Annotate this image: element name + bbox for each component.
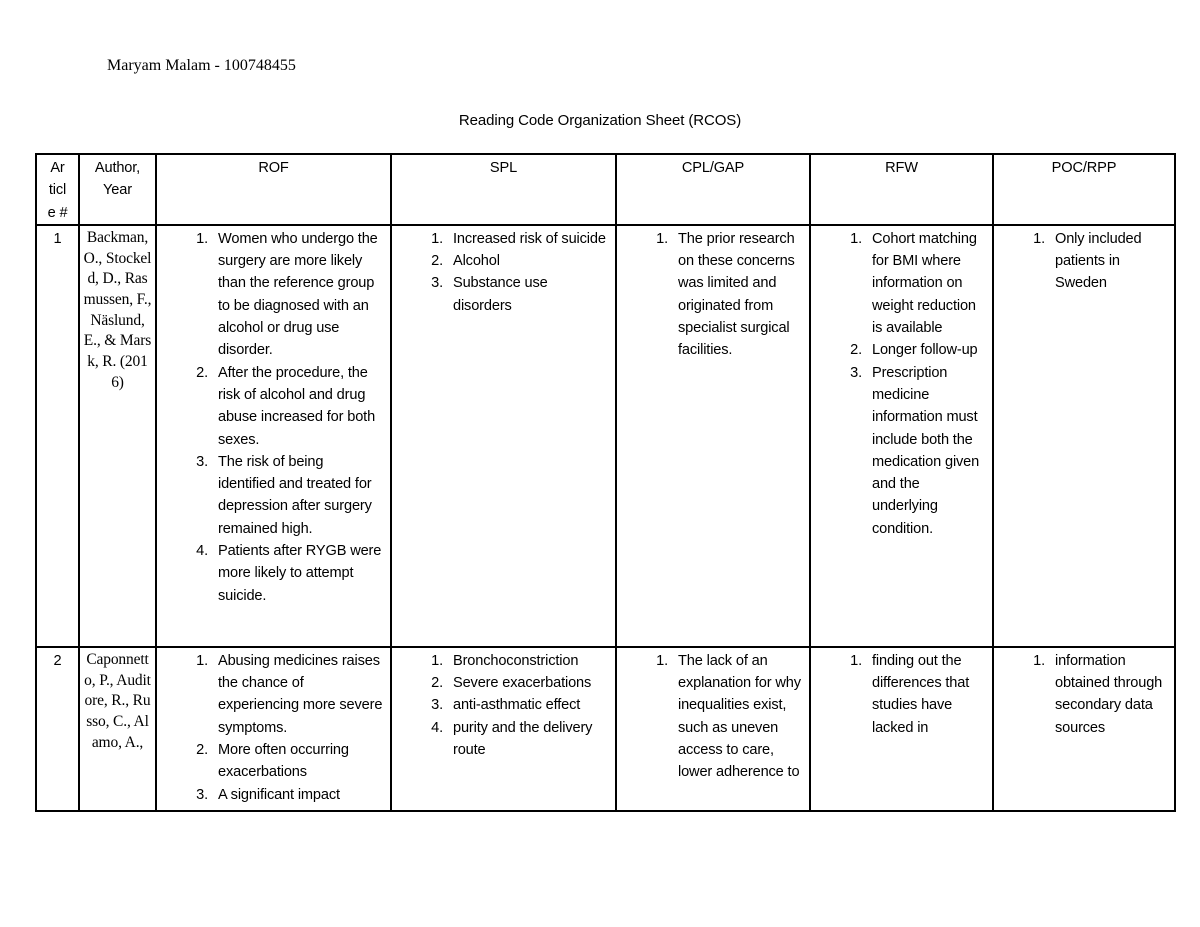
poc-rpp-cell	[993, 225, 1175, 647]
list-item: 3. Prescription medicine information must include both the medication given and the underlying condition.	[850, 364, 980, 537]
list-item: 1. Cohort matching for BMI where information on weight reduction is available	[850, 230, 977, 337]
header-poc-rpp: POC/RPP	[993, 154, 1175, 225]
list-item: 1. Bronchoconstriction	[431, 652, 579, 669]
table-row	[36, 225, 1175, 647]
list-item: 1. The prior research on these concerns was limited and originated from specialist surgical facilities.	[656, 230, 795, 359]
list-item: 1. Increased risk of suicide	[431, 230, 606, 247]
table-row	[36, 647, 1175, 811]
header-article: Ar ticl e #	[36, 154, 79, 225]
list-item: 2. Severe exacerbations	[431, 675, 592, 692]
header-rof: ROF	[156, 154, 391, 225]
rof-cell	[156, 647, 391, 811]
list-item: 1. finding out the differences that studies have lacked in	[850, 652, 970, 736]
header-cpl-gap: CPL/GAP	[616, 154, 810, 225]
cpl-gap-cell	[616, 647, 810, 811]
rfw-cell	[810, 647, 993, 811]
header-rfw: RFW	[810, 154, 993, 225]
list-item: 1. The lack of an explanation for why inequalities exist, such as uneven access to care, lower adherence to	[656, 652, 801, 781]
author-year-cell: Caponnetto, P., Auditore, R., Russo, C., Alamo, A.,	[79, 647, 156, 811]
list-item: 1. Only included patients in Sweden	[1033, 230, 1142, 292]
author-year-cell: Backman, O., Stockeld, D., Rasmussen, F., Näslund, E., & Marsk, R. (2016)	[79, 225, 156, 647]
list-item: 1. Women who undergo the surgery are more likely than the reference group to be diagnosed with an alcohol or drug use disorder.	[196, 230, 378, 359]
article-number: 1	[36, 225, 79, 647]
rfw-cell	[810, 225, 993, 647]
spl-cell	[391, 647, 616, 811]
cpl-gap-cell	[616, 225, 810, 647]
list-item: 3. anti-asthmatic effect	[431, 697, 581, 714]
rcos-table	[35, 153, 1176, 812]
list-item: 2. After the procedure, the risk of alcohol and drug abuse increased for both sexes.	[196, 364, 376, 448]
header-author-year: Author, Year	[79, 154, 156, 225]
list-item: 4. Patients after RYGB were more likely to attempt suicide.	[196, 543, 382, 604]
list-item: 1. Abusing medicines raises the chance of experiencing more severe symptoms.	[196, 652, 383, 736]
rof-cell	[156, 225, 391, 647]
header-row	[36, 154, 1175, 225]
spl-cell	[391, 225, 616, 647]
list-item: 3. A significant impact	[196, 786, 340, 803]
list-item: 3. The risk of being identified and treated for depression after surgery remained high.	[196, 453, 372, 537]
document-title: Reading Code Organization Sheet (RCOS)	[458, 112, 742, 129]
header-spl: SPL	[391, 154, 616, 225]
list-item: 2. Alcohol	[431, 253, 500, 270]
list-item: 3. Substance use disorders	[431, 275, 548, 314]
author-line: Maryam Malam - 100748455	[107, 57, 296, 74]
list-item: 2. Longer follow-up	[850, 342, 978, 359]
list-item: 2. More often occurring exacerbations	[196, 742, 349, 781]
list-item: 1. information obtained through secondary data sources	[1033, 652, 1163, 736]
list-item: 4. purity and the delivery route	[431, 719, 593, 759]
article-number: 2	[36, 647, 79, 811]
poc-rpp-cell	[993, 647, 1175, 811]
